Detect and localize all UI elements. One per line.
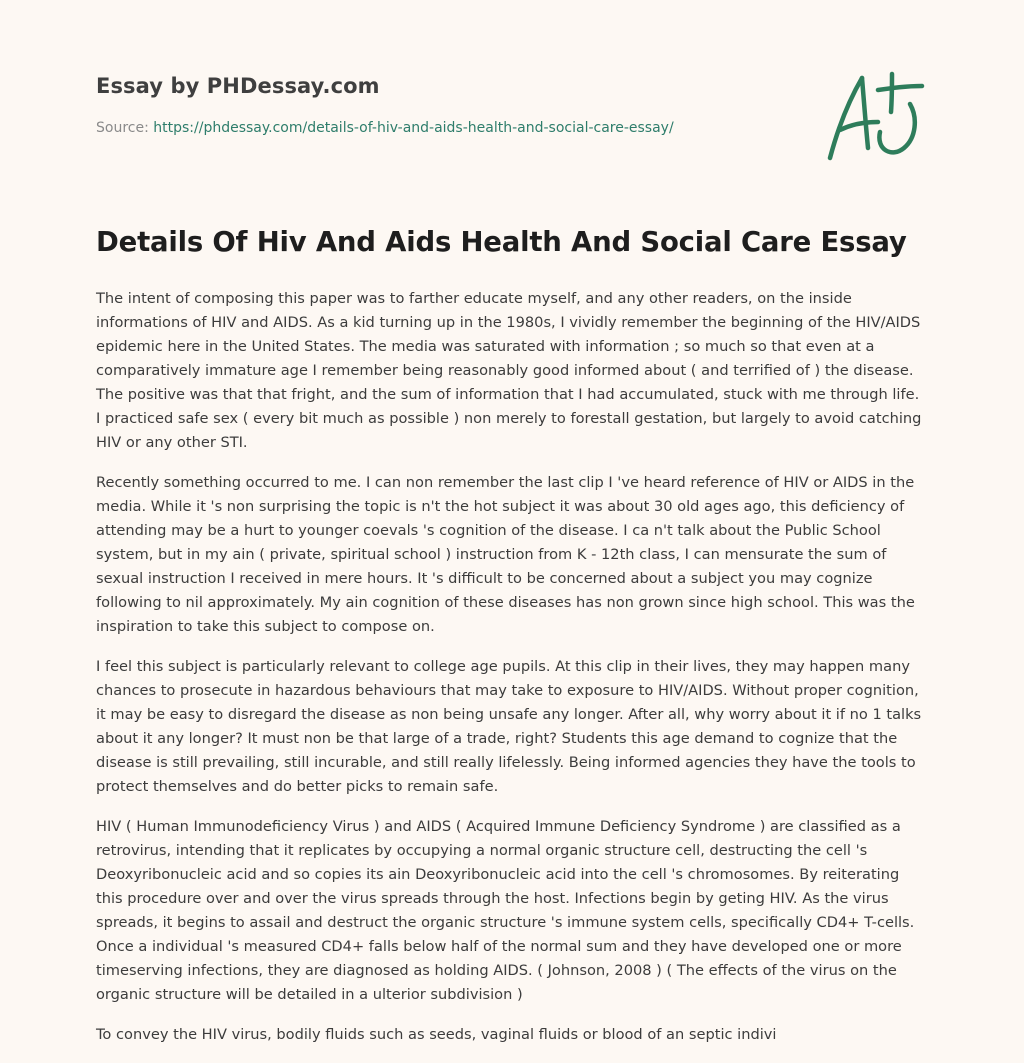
a-plus-logo-graphic	[818, 66, 930, 166]
essay-paragraph: I feel this subject is particularly relevant to college age pupils. At this clip in their lives, they may happen many chances to prosecute in hazardous behaviours that may take to exposure to HIV/AIDS. Without proper cognition, it may be easy to disregard the disease as non being unsafe any longer. After all, why worry about it if no 1 talks about it any longer? It must non be that large of a trade, right? Students this age demand to cognize that the disease is still prevailing, still incurable, and still really lifelessly. Being informed agencies they have the tools to protect themselves and do better picks to remain safe.	[96, 658, 922, 795]
source-line	[96, 120, 796, 136]
source-link[interactable]: https://phdessay.com/details-of-hiv-and-aids-health-and-social-care-essay/	[153, 120, 674, 136]
essay-paragraph: The intent of composing this paper was to farther educate myself, and any other readers, on the inside informations of HIV and AIDS. As a kid turning up in the 1980s, I vividly remember the beginning of the HIV/AIDS epidemic here in the United States. The media was saturated with information ; so much so that even at a comparatively immature age I remember being reasonably good informed about ( and terrified of ) the disease. The positive was that that fright, and the sum of information that I had accumulated, stuck with me through life. I practiced safe sex ( every bit much as possible ) non merely to forestall gestation, but largely to avoid catching HIV or any other STI.	[96, 290, 922, 451]
source-label: Source:	[96, 120, 149, 136]
essay-title: Details Of Hiv And Aids Health And Social Care Essay	[96, 226, 907, 258]
essay-body	[96, 287, 928, 1063]
site-header	[96, 74, 796, 136]
essay-paragraph: To convey the HIV virus, bodily fluids such as seeds, vaginal fluids or blood of an septic indivi	[96, 1026, 777, 1043]
site-title: Essay by PHDessay.com	[96, 74, 380, 98]
essay-paragraph: Recently something occurred to me. I can non remember the last clip I 've heard reference of HIV or AIDS in the media. While it 's non surprising the topic is n't the hot subject it was about 30 old ages ago, this deficiency of attending may be a hurt to younger coevals 's cognition of the disease. I ca n't talk about the Public School system, but in my ain ( private, spiritual school ) instruction from K - 12th class, I can mensurate the sum of sexual instruction I received in mere hours. It 's difficult to be concerned about a subject you may cognize following to nil approximately. My ain cognition of these diseases has non grown since high school. This was the inspiration to take this subject to compose on.	[96, 474, 915, 635]
a-plus-logo-icon	[818, 66, 930, 166]
essay-paragraph: HIV ( Human Immunodeficiency Virus ) and AIDS ( Acquired Immune Deficiency Syndrome ) are classified as a retrovirus, intending that it replicates by occupying a normal organic structure cell, destructing the cell 's Deoxyribonucleic acid and so copies its ain Deoxyribonucleic acid into the cell 's chromosomes. By reiterating this procedure over and over the virus spreads through the host. Infections begin by geting HIV. As the virus spreads, it begins to assail and destruct the organic structure 's immune system cells, specifically CD4+ T-cells. Once a individual 's measured CD4+ falls below half of the normal sum and they have developed one or more timeserving infections, they are diagnosed as holding AIDS. ( Johnson, 2008 ) ( The effects of the virus on the organic structure will be detailed in a ulterior subdivision )	[96, 818, 915, 1003]
